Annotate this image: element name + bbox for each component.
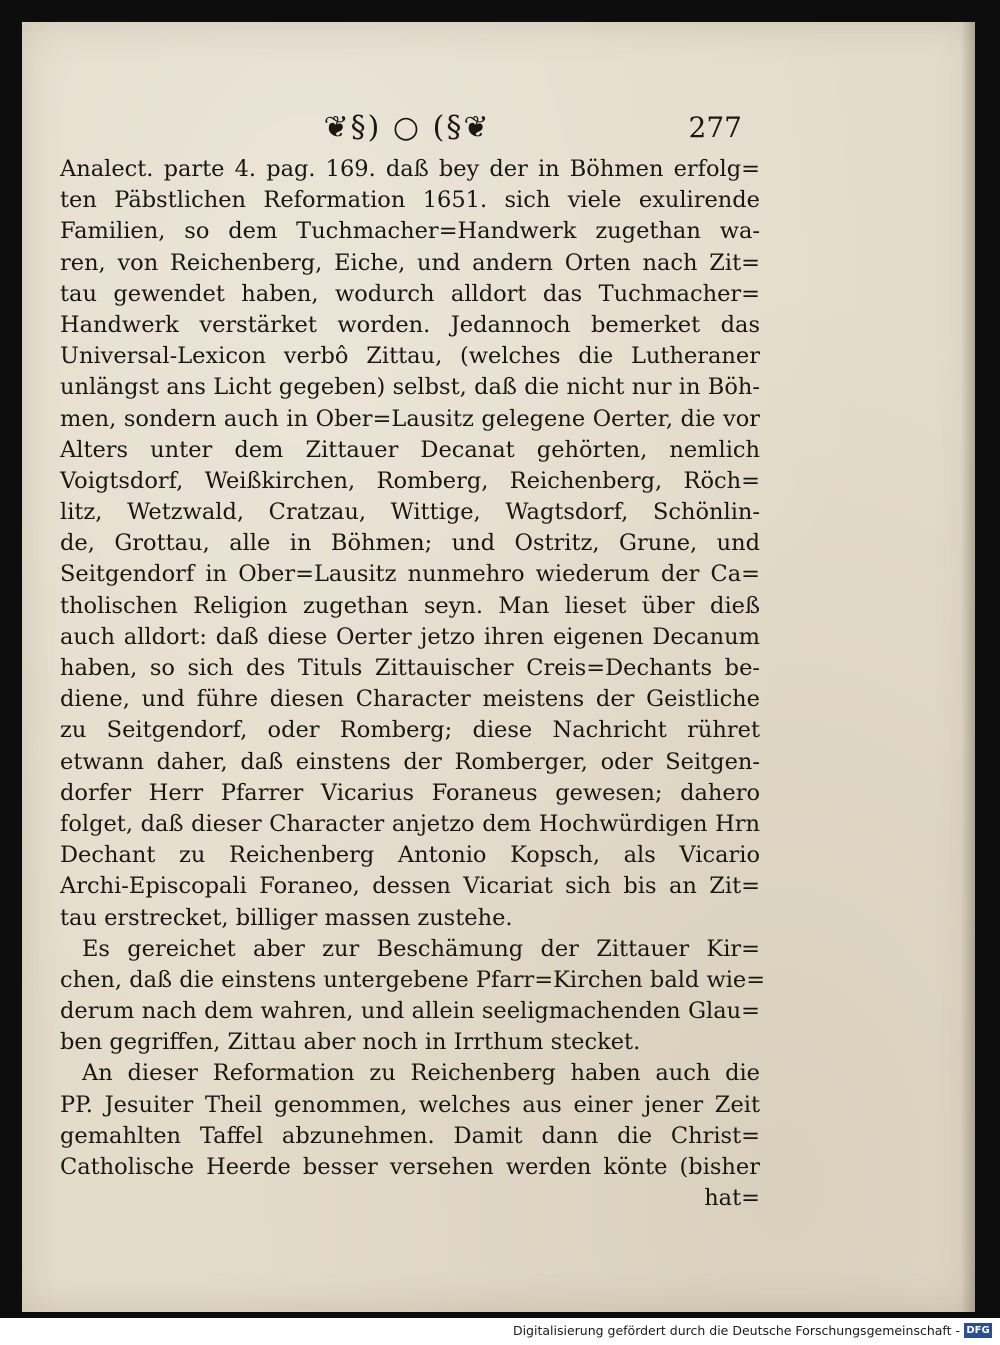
footer-bar [0, 1318, 1000, 1345]
body-text [60, 154, 766, 1214]
text-line: zu Seitgendorf, oder Romberg; diese Nachricht rühret [60, 717, 760, 744]
text-line: Seitgendorf in Ober=Lausitz nunmehro wiederum der Ca= [60, 561, 760, 588]
text-line: auch alldort: daß diese Oerter jetzo ihren eigenen Decanum [60, 623, 760, 650]
text-line: An dieser Reformation zu Reichenberg haben auch die [82, 1060, 760, 1087]
text-line: haben, so sich des Tituls Zittauischer Creis=Dechants be- [60, 655, 760, 681]
text-line: Es gereichet aber zur Beschämung der Zittauer Kir= [82, 935, 760, 962]
text-line: ten Päbstlichen Reformation 1651. sich viele exulirende [60, 187, 760, 214]
text-line: gemahlten Taffel abzunehmen. Damit dann die Christ= [60, 1122, 760, 1149]
text-line: Universal-Lexicon verbô Zittau, (welches die Lutheraner [60, 343, 760, 370]
text-line: dorfer Herr Pfarrer Vicarius Foraneus gewesen; dahero [60, 779, 760, 806]
text-line: PP. Jesuiter Theil genommen, welches aus einer jener Zeit [60, 1091, 760, 1118]
text-line: de, Grottau, alle in Böhmen; und Ostritz, Grune, und [60, 530, 760, 557]
dfg-logo[interactable]: DFG [964, 1323, 992, 1338]
text-line: ben gegriffen, Zittau aber noch in Irrthum stecket. [60, 1029, 641, 1056]
text-line: unlängst ans Licht gegeben) selbst, daß die nicht nur in Böh- [60, 374, 760, 401]
header-ornament: ❦§) ○ (§❦ [323, 110, 491, 145]
text-line: tholischen Religion zugethan seyn. Man lieset über dieß [60, 592, 760, 619]
text-line: Catholische Heerde besser versehen werden könte (bisher [60, 1154, 760, 1180]
text-line: chen, daß die einstens untergebene Pfarr=Kirchen bald wie= [60, 966, 766, 993]
text-line: etwann daher, daß einstens der Romberger, oder Seitgen- [60, 748, 760, 775]
text-line: Archi-Episcopali Foraneo, dessen Vicariat sich bis an Zit= [60, 873, 760, 900]
text-line: men, sondern auch in Ober=Lausitz gelegene Oerter, die vor [60, 405, 760, 432]
page-number: 277 [688, 111, 742, 144]
book-page [22, 22, 975, 1312]
text-line: ren, von Reichenberg, Eiche, und andern Orten nach Zit= [60, 249, 760, 276]
text-line: litz, Wetzwald, Cratzau, Wittige, Wagtsdorf, Schönlin- [60, 499, 760, 526]
text-line: folget, daß dieser Character anjetzo dem Hochwürdigen Hrn [60, 810, 760, 837]
text-line: derum nach dem wahren, und allein seeligmachenden Glau= [60, 998, 760, 1025]
text-line: tau erstrecket, billiger massen zustehe. [60, 904, 513, 931]
text-line: Voigtsdorf, Weißkirchen, Romberg, Reichenberg, Röch= [60, 467, 760, 494]
text-line: Alters unter dem Zittauer Decanat gehörten, nemlich [60, 436, 760, 463]
page-edge-shadow [961, 22, 975, 1312]
funding-credit: Digitalisierung gefördert durch die Deutsche Forschungsgemeinschaft - [512, 1323, 960, 1338]
page-header [22, 108, 975, 152]
catchword: hat= [704, 1185, 760, 1212]
text-line: Familien, so dem Tuchmacher=Handwerk zugethan wa- [60, 218, 760, 245]
text-line: Analect. parte 4. pag. 169. daß bey der in Böhmen erfolg= [60, 156, 760, 182]
text-line: Handwerk verstärket worden. Jedannoch bemerket das [60, 311, 760, 338]
text-line: tau gewendet haben, wodurch alldort das Tuchmacher= [60, 280, 760, 307]
text-line: diene, und führe diesen Character meistens der Geistliche [60, 686, 760, 713]
text-line: Dechant zu Reichenberg Antonio Kopsch, als Vicario [60, 842, 760, 869]
